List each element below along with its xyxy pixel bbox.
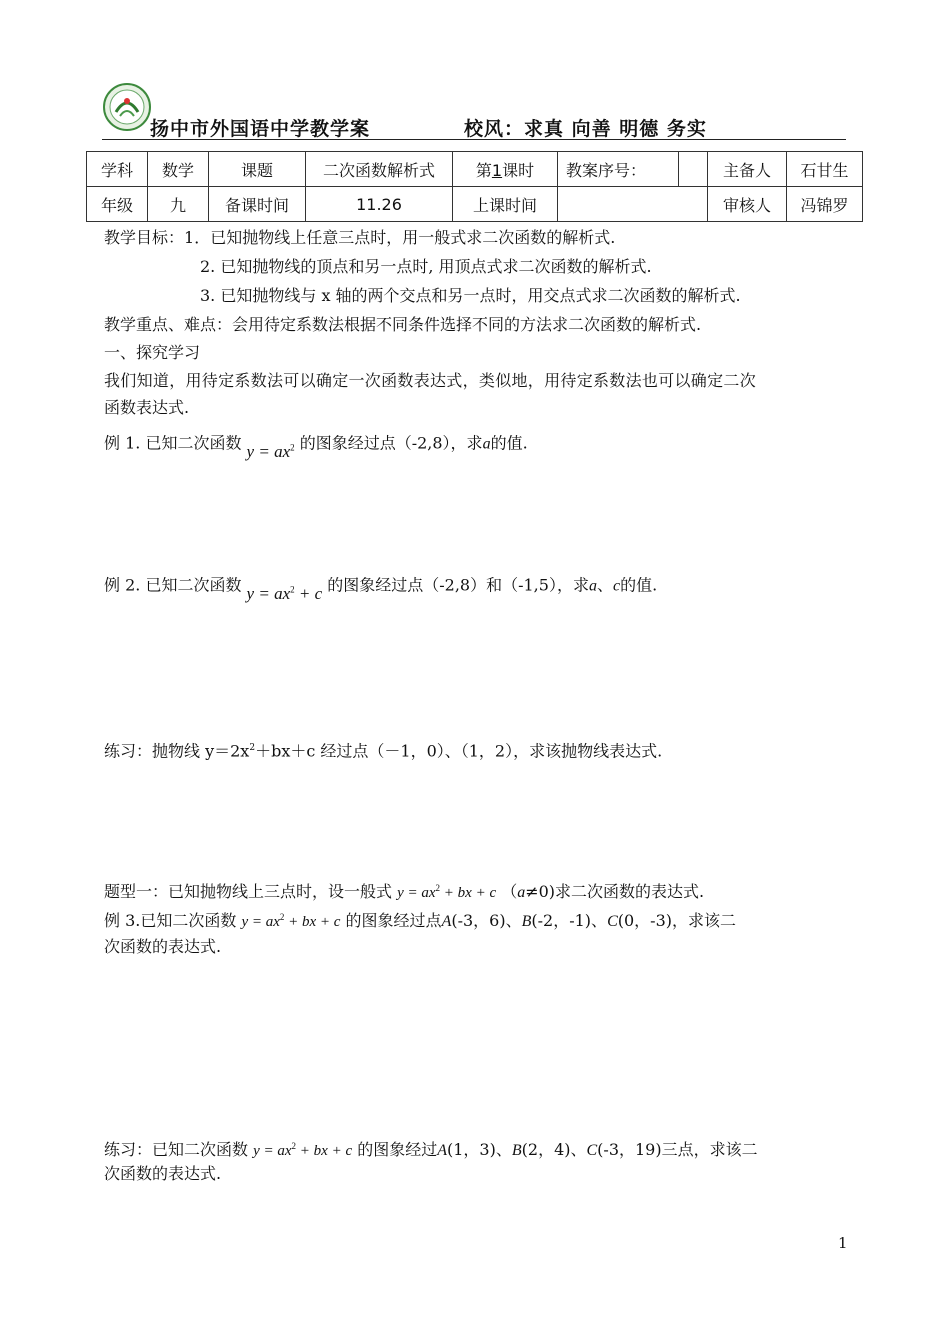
objectives-line-1: 教学目标：1．已知抛物线上任意三点时，用一般式求二次函数的解析式. bbox=[104, 228, 616, 247]
cell-class-time-label: 上课时间 bbox=[453, 187, 558, 222]
cell-reviewer: 冯锦罗 bbox=[787, 187, 863, 222]
objectives-line-3: 3. 已知抛物线与 x 轴的两个交点和另一点时，用交点式求二次函数的解析式. bbox=[200, 286, 741, 305]
cell-preparer: 石甘生 bbox=[787, 152, 863, 187]
formula: $y = ax^2$ bbox=[246, 441, 295, 461]
example-3: 例 3.已知二次函数 $y = ax^2$ + bx + c 的图象经过点A(-3，6)、B(-2，-1)、C(0，-3)，求该二 bbox=[104, 911, 736, 930]
practice-1: 练习：抛物线 $y=2x^2+bx+c$ 经过点（－1，0）、（1，2），求该抛物线表达式. bbox=[104, 741, 663, 761]
cell-subject-label: 学科 bbox=[87, 152, 148, 187]
cell-prep-time: 11.26 bbox=[306, 187, 453, 222]
cell-topic-label: 课题 bbox=[209, 152, 306, 187]
formula: $y = ax^2$ + bx + c bbox=[253, 1141, 353, 1159]
formula: $y = ax^2$ + bx + c bbox=[241, 912, 341, 930]
table-row bbox=[87, 187, 863, 222]
cell-plan-number bbox=[679, 152, 708, 187]
school-title: 扬中市外国语中学教学案 bbox=[150, 118, 371, 140]
formula: $y = ax^2 + c$ bbox=[246, 583, 323, 603]
header-divider bbox=[102, 139, 846, 140]
practice-2-line-2: 次函数的表达式. bbox=[104, 1164, 222, 1183]
cell-grade: 九 bbox=[148, 187, 209, 222]
cell-subject: 数学 bbox=[148, 152, 209, 187]
type-1: 题型一：已知抛物线上三点时，设一般式 $y = ax^2$ + bx + c （a≠0)求二次函数的表达式. bbox=[104, 882, 705, 901]
school-logo-icon bbox=[102, 82, 152, 132]
cell-grade-label: 年级 bbox=[87, 187, 148, 222]
table-row bbox=[87, 152, 863, 187]
objectives-line-2: 2. 已知抛物线的顶点和另一点时, 用顶点式求二次函数的解析式. bbox=[200, 257, 652, 276]
example-2: 例 2. 已知二次函数 $y = ax^2 + c$ 的图象经过点（-2,8）和（-1,5），求a、c的值. bbox=[104, 575, 658, 603]
cell-plan-number-label: 教案序号： bbox=[558, 152, 679, 187]
lesson-number-value: 1 bbox=[491, 160, 503, 180]
cell-reviewer-label: 审核人 bbox=[708, 187, 787, 222]
key-points: 教学重点、难点：会用待定系数法根据不同条件选择不同的方法求二次函数的解析式. bbox=[104, 315, 702, 334]
cell-lesson-number: 第1课时 bbox=[453, 152, 558, 187]
lesson-info-table bbox=[86, 151, 863, 222]
cell-class-time bbox=[558, 187, 708, 222]
cell-preparer-label: 主备人 bbox=[708, 152, 787, 187]
formula: $y = ax^2$ + bx + c bbox=[397, 883, 497, 901]
practice-2: 练习：已知二次函数 $y = ax^2$ + bx + c 的图象经过A(1，3)、B(2，4)、C(-3，19)三点，求该二 bbox=[104, 1140, 758, 1159]
cell-topic: 二次函数解析式 bbox=[306, 152, 453, 187]
cell-prep-time-label: 备课时间 bbox=[209, 187, 306, 222]
example-1: 例 1. 已知二次函数 $y = ax^2$ 的图象经过点（-2,8），求a的值. bbox=[104, 433, 528, 461]
section-heading: 一、探究学习 bbox=[104, 343, 201, 362]
example-3-line-2: 次函数的表达式. bbox=[104, 937, 222, 956]
intro-line-1: 我们知道，用待定系数法可以确定一次函数表达式，类似地，用待定系数法也可以确定二次 bbox=[104, 371, 757, 390]
school-motto: 校风：求真 向善 明德 务实 bbox=[464, 118, 707, 140]
page-number: 1 bbox=[838, 1234, 848, 1252]
intro-line-2: 函数表达式. bbox=[104, 398, 190, 417]
